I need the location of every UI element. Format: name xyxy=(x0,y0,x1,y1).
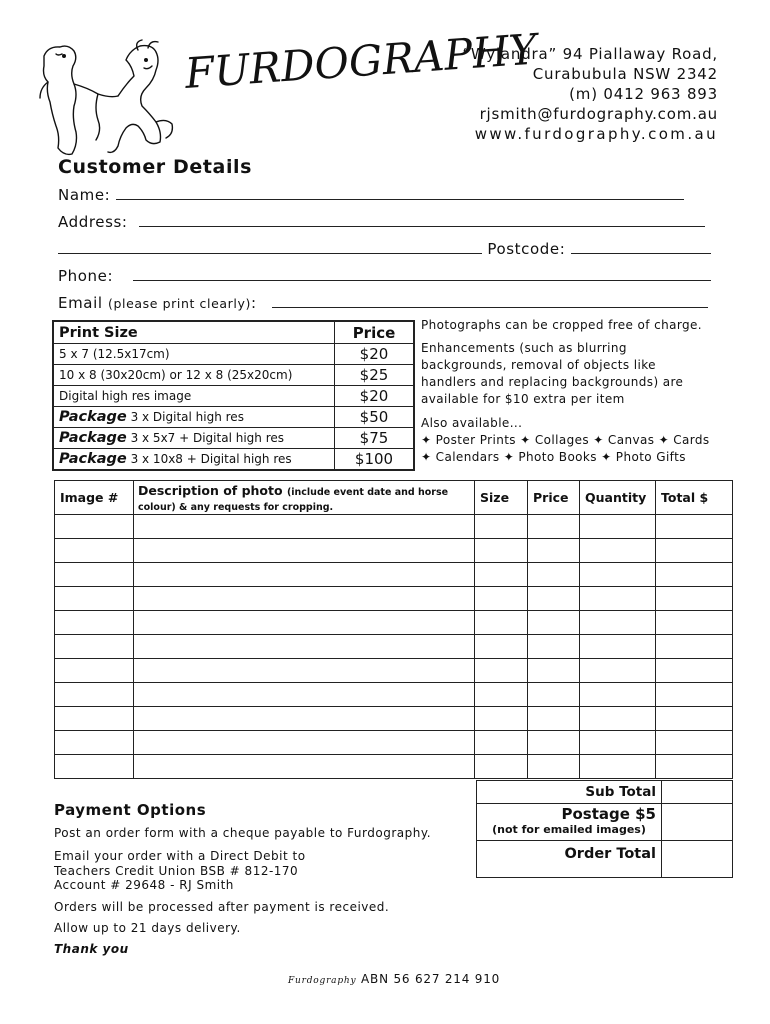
price-row-desc: 10 x 8 (30x20cm) or 12 x 8 (25x20cm) xyxy=(59,368,293,382)
address-line2-row xyxy=(58,240,711,258)
total-cell[interactable] xyxy=(656,683,733,707)
order-table xyxy=(54,480,733,779)
package-label: Package xyxy=(59,430,127,446)
price-row-desc: 5 x 7 (12.5x17cm) xyxy=(59,347,170,361)
payment-debit-line1: Email your order with a Direct Debit to xyxy=(54,849,306,863)
phone-number: (m) 0412 963 893 xyxy=(569,85,718,103)
enhancements-note: Enhancements (such as blurring backgrounds, removal of objects like handlers and replacing backgrounds) are available for $10 extra per item xyxy=(421,341,684,406)
price-cell[interactable] xyxy=(528,515,580,539)
order-row xyxy=(55,683,733,707)
total-cell[interactable] xyxy=(656,707,733,731)
crop-note: Photographs can be cropped free of charge. xyxy=(421,318,703,332)
col-description-header xyxy=(134,481,475,515)
order-row xyxy=(55,707,733,731)
order-row xyxy=(55,659,733,683)
website-address: www.furdography.com.au xyxy=(474,125,718,143)
quantity-cell[interactable] xyxy=(580,659,656,683)
size-cell[interactable] xyxy=(475,755,528,779)
price-table-header xyxy=(53,321,414,344)
col-description-title: Description of photo xyxy=(138,482,283,498)
phone-row xyxy=(58,267,711,285)
order-row xyxy=(55,755,733,779)
address-line-town: Curabubula NSW 2342 xyxy=(532,65,718,83)
price-row-price: $20 xyxy=(335,344,415,365)
order-rows xyxy=(55,515,733,779)
description-cell[interactable] xyxy=(134,515,475,539)
price-table xyxy=(52,320,415,471)
order-row xyxy=(55,635,733,659)
email-hint: (please print clearly) xyxy=(108,296,251,311)
description-cell[interactable] xyxy=(134,563,475,587)
price-cell[interactable] xyxy=(528,659,580,683)
order-total-label: Order Total xyxy=(477,841,662,878)
size-cell[interactable] xyxy=(475,611,528,635)
size-cell[interactable] xyxy=(475,587,528,611)
price-row-price: $50 xyxy=(335,407,415,428)
image-cell[interactable] xyxy=(55,731,134,755)
postage-label: Postage $5 xyxy=(561,805,656,823)
price-row xyxy=(53,428,414,449)
price-row-desc: 3 x 10x8 + Digital high res xyxy=(130,452,292,466)
price-row xyxy=(53,365,414,386)
col-description-sub2: colour) & any requests for cropping. xyxy=(138,501,334,513)
price-row xyxy=(53,386,414,407)
totals-table xyxy=(476,780,733,878)
col-total-header: Total $ xyxy=(656,481,733,515)
total-cell[interactable] xyxy=(656,563,733,587)
price-cell[interactable] xyxy=(528,587,580,611)
size-cell[interactable] xyxy=(475,707,528,731)
size-cell[interactable] xyxy=(475,659,528,683)
order-row xyxy=(55,611,733,635)
subtotal-row xyxy=(477,781,733,804)
address-field[interactable] xyxy=(139,214,705,227)
footer xyxy=(288,972,500,986)
processing-note: Orders will be processed after payment is received. xyxy=(54,900,390,914)
description-cell[interactable] xyxy=(134,683,475,707)
quantity-cell[interactable] xyxy=(580,707,656,731)
quantity-cell[interactable] xyxy=(580,755,656,779)
quantity-cell[interactable] xyxy=(580,635,656,659)
address-row xyxy=(58,213,705,231)
phone-label: Phone: xyxy=(58,267,114,285)
order-row xyxy=(55,563,733,587)
dog-horse-logo-icon xyxy=(34,36,184,158)
total-cell[interactable] xyxy=(656,731,733,755)
description-cell[interactable] xyxy=(134,755,475,779)
package-label: Package xyxy=(59,451,127,467)
price-cell[interactable] xyxy=(528,563,580,587)
description-cell[interactable] xyxy=(134,539,475,563)
order-row xyxy=(55,539,733,563)
address-line-street: “Wylandra” 94 Piallaway Road, xyxy=(462,45,718,63)
email-colon: : xyxy=(250,294,257,312)
image-cell[interactable] xyxy=(55,707,134,731)
description-cell[interactable] xyxy=(134,611,475,635)
col-image-header: Image # xyxy=(55,481,134,515)
email-field[interactable] xyxy=(272,295,708,308)
order-total-row xyxy=(477,841,733,878)
price-cell[interactable] xyxy=(528,683,580,707)
address-label: Address: xyxy=(58,213,128,231)
print-size-header: Print Size xyxy=(53,321,335,344)
payment-cheque: Post an order form with a cheque payable to Furdography. xyxy=(54,826,432,840)
image-cell[interactable] xyxy=(55,683,134,707)
description-cell[interactable] xyxy=(134,635,475,659)
payment-debit-line3: Account # 29648 - RJ Smith xyxy=(54,878,234,892)
quantity-cell[interactable] xyxy=(580,539,656,563)
payment-debit xyxy=(54,849,306,893)
brand-title xyxy=(183,24,539,100)
price-row-desc: Digital high res image xyxy=(59,389,192,403)
price-header: Price xyxy=(335,321,415,344)
total-cell[interactable] xyxy=(656,587,733,611)
price-cell[interactable] xyxy=(528,635,580,659)
total-cell[interactable] xyxy=(656,755,733,779)
image-cell[interactable] xyxy=(55,587,134,611)
image-cell[interactable] xyxy=(55,755,134,779)
subtotal-label: Sub Total xyxy=(477,781,662,804)
delivery-note: Allow up to 21 days delivery. xyxy=(54,921,241,935)
price-cell[interactable] xyxy=(528,731,580,755)
price-cell[interactable] xyxy=(528,755,580,779)
total-cell[interactable] xyxy=(656,539,733,563)
size-cell[interactable] xyxy=(475,563,528,587)
quantity-cell[interactable] xyxy=(580,515,656,539)
price-cell[interactable] xyxy=(528,611,580,635)
footer-abn: ABN 56 627 214 910 xyxy=(361,972,501,986)
svg-text:FURDOGRAPHY: FURDOGRAPHY xyxy=(183,24,539,98)
price-row-price: $20 xyxy=(335,386,415,407)
price-row xyxy=(53,449,414,471)
postage-note: (not for emailed images) xyxy=(492,823,646,836)
price-row xyxy=(53,344,414,365)
total-cell[interactable] xyxy=(656,611,733,635)
price-row-price: $100 xyxy=(335,449,415,471)
quantity-cell[interactable] xyxy=(580,731,656,755)
email-row xyxy=(58,294,708,312)
products-line-1: ✦ Poster Prints ✦ Collages ✦ Canvas ✦ Cards xyxy=(421,433,710,447)
quantity-cell[interactable] xyxy=(580,563,656,587)
address-line2-field[interactable] xyxy=(58,241,482,254)
price-row-desc: 3 x Digital high res xyxy=(130,410,244,424)
order-row xyxy=(55,731,733,755)
payment-options-heading: Payment Options xyxy=(54,801,207,819)
customer-details-heading: Customer Details xyxy=(58,156,253,178)
order-row xyxy=(55,587,733,611)
postcode-field[interactable] xyxy=(571,241,711,254)
image-cell[interactable] xyxy=(55,659,134,683)
email-label: Email xyxy=(58,294,103,312)
price-row-price: $25 xyxy=(335,365,415,386)
col-quantity-header: Quantity xyxy=(580,481,656,515)
name-field[interactable] xyxy=(116,187,684,200)
col-price-header: Price xyxy=(528,481,580,515)
phone-field[interactable] xyxy=(133,268,711,281)
quantity-cell[interactable] xyxy=(580,611,656,635)
postage-row xyxy=(477,804,733,841)
price-cell[interactable] xyxy=(528,539,580,563)
size-cell[interactable] xyxy=(475,539,528,563)
price-row-desc: 3 x 5x7 + Digital high res xyxy=(130,431,284,445)
size-cell[interactable] xyxy=(475,683,528,707)
products-line-2: ✦ Calendars ✦ Photo Books ✦ Photo Gifts xyxy=(421,450,686,464)
image-cell[interactable] xyxy=(55,611,134,635)
description-cell[interactable] xyxy=(134,707,475,731)
price-cell[interactable] xyxy=(528,707,580,731)
price-row-price: $75 xyxy=(335,428,415,449)
email-address: rjsmith@furdography.com.au xyxy=(479,105,718,123)
col-description-sub1: (include event date and horse xyxy=(286,486,449,498)
image-cell[interactable] xyxy=(55,515,134,539)
description-cell[interactable] xyxy=(134,659,475,683)
total-cell[interactable] xyxy=(656,635,733,659)
order-table-header xyxy=(55,481,733,515)
contact-block xyxy=(462,44,718,144)
size-cell[interactable] xyxy=(475,731,528,755)
size-cell[interactable] xyxy=(475,515,528,539)
thank-you: Thank you xyxy=(54,942,129,956)
image-cell[interactable] xyxy=(55,563,134,587)
package-label: Package xyxy=(59,409,127,425)
image-cell[interactable] xyxy=(55,635,134,659)
postage-cell[interactable] xyxy=(662,804,733,841)
total-cell[interactable] xyxy=(656,659,733,683)
postcode-label: Postcode: xyxy=(487,240,566,258)
footer-brand: Furdography xyxy=(288,976,357,986)
subtotal-cell[interactable] xyxy=(662,781,733,804)
quantity-cell[interactable] xyxy=(580,587,656,611)
image-cell[interactable] xyxy=(55,539,134,563)
description-cell[interactable] xyxy=(134,731,475,755)
order-total-cell[interactable] xyxy=(662,841,733,878)
order-row xyxy=(55,515,733,539)
price-row xyxy=(53,407,414,428)
total-cell[interactable] xyxy=(656,515,733,539)
also-available-label: Also available... xyxy=(421,416,523,430)
col-size-header: Size xyxy=(475,481,528,515)
name-row xyxy=(58,186,684,204)
description-cell[interactable] xyxy=(134,587,475,611)
payment-debit-line2: Teachers Credit Union BSB # 812-170 xyxy=(54,863,299,878)
size-cell[interactable] xyxy=(475,635,528,659)
name-label: Name: xyxy=(58,186,111,204)
quantity-cell[interactable] xyxy=(580,683,656,707)
